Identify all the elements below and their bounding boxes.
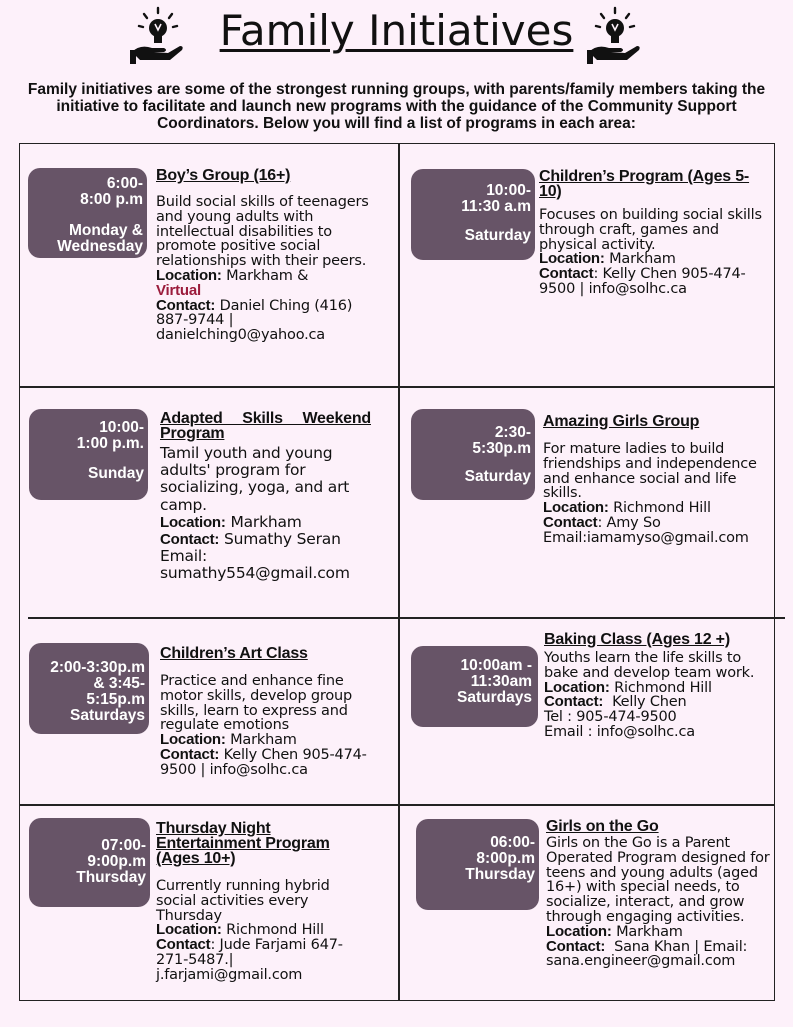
location-label: Location: [160,513,226,531]
program-title: Children’s Program (Ages 5-10) [539,168,750,200]
program-location-virtual: Virtual [156,281,202,299]
location-label: Location: [156,921,222,939]
program-title: Baking Class (Ages 12 +) [544,631,730,648]
program-description: Tamil youth and young adults' program for socializing, yoga, and art camp. [160,444,350,514]
program-title: Girls on the Go [546,818,659,835]
schedule-badge [29,643,149,734]
contact-label: Contact: [544,693,604,711]
program-content [160,646,372,778]
contact-label: Contact: [160,745,220,763]
program-contact: Sana Khan | Email: sana.engineer@gmail.com [546,938,748,970]
program-content [156,168,388,343]
program-contact: Sumathy Seran [223,530,341,549]
program-title: Amazing Girls Group [543,413,700,430]
schedule-badge [411,169,535,260]
program-email: sumathy554@gmail.com [160,564,350,583]
location-label: Location: [156,266,222,284]
program-location: Markham [616,923,683,940]
program-location: Markham & [226,267,309,284]
program-description: Build social skills of teenagers and young adults with intellectual disabilities to promote positive social relationships with their peers. [156,194,369,270]
program-location: Richmond Hill [614,679,712,696]
program-location: Markham [230,732,297,749]
program-title: Children’s Art Class [160,645,308,662]
program-email: Email:iamamyso@gmail.com [543,529,749,546]
contact-label: Contact [156,936,211,954]
program-content [543,414,775,546]
program-content [156,821,368,983]
program-description: Currently running hybrid social activities every Thursday [156,878,330,924]
contact-label: Contact [543,513,598,531]
program-contact: Kelly Chen 905-474-9500 | info@solhc.ca [160,746,367,778]
program-time: 06:00- 8:00p.m [476,834,535,867]
program-time: 10:00- 11:30 a.m [461,182,531,215]
location-label: Location: [544,678,610,696]
intro-text: Family initiatives are some of the strongest running groups, with parents/family members taking the initiative to facilitate and launch new programs with the guidance of the Community Support Coordinators. Below you will find a list of programs in each area: [27,81,766,132]
program-time: 2:00-3:30p.m & 3:45- 5:15p.m [50,659,145,708]
program-day: Thursday [465,866,535,883]
schedule-badge [28,168,147,258]
schedule-badge [29,409,148,500]
table-divider [398,143,400,1001]
program-day: Saturdays [70,707,145,724]
program-day: Thursday [76,869,146,886]
program-content [544,632,776,740]
program-location: Richmond Hill [226,922,324,939]
program-contact: : Amy So [597,514,661,531]
program-tel: Tel : 905-474-9500 [544,709,677,726]
program-description: For mature ladies to build friendships and independence and enhance social and life skills. [543,441,757,502]
program-contact: : Jude Farjami 647-271-5487.| j.farjami@gmail.com [156,937,343,983]
program-contact: Daniel Ching (416) 887-9744 | danielching0@yahoo.ca [156,297,353,344]
location-label: Location: [543,499,609,517]
program-location: Markham [230,512,302,531]
schedule-badge [29,818,150,907]
program-location: Richmond Hill [613,500,711,517]
program-content [160,411,371,583]
contact-label: Contact: [546,937,606,955]
program-time: 2:30- 5:30p.m [472,424,531,457]
schedule-badge [411,409,535,500]
program-day: Monday & Wednesday [57,222,143,255]
program-contact: : Kelly Chen 905-474-9500 | info@solhc.ca [539,266,746,297]
page-title: Family Initiatives [219,6,574,55]
program-location: Markham [609,251,676,268]
schedule-badge [416,819,539,910]
program-description: Youths learn the life skills to bake and develop team work. [544,650,755,681]
contact-label: Contact: [160,531,220,549]
program-day: Saturdays [457,689,532,706]
program-time: 10:00- 1:00 p.m. [76,419,144,452]
location-label: Location: [546,922,612,940]
table-divider [28,617,785,619]
schedule-badge [411,646,538,727]
header [0,0,793,72]
program-day: Saturday [464,468,531,485]
program-title: Adapted Skills Weekend Program [160,410,371,442]
contact-label: Contact: [156,296,216,314]
program-content [539,169,771,297]
location-label: Location: [539,250,605,268]
program-time: 6:00- 8:00 p.m [80,175,143,208]
program-title: Boy’s Group (16+) [156,167,291,184]
program-day: Sunday [88,465,144,482]
table-divider [19,804,775,806]
lightbulb-hand-icon [585,6,645,66]
program-day: Saturday [464,227,531,244]
contact-label: Contact [539,265,594,283]
program-description: Practice and enhance fine motor skills, develop group skills, learn to express and regulate emotions [160,673,352,734]
location-label: Location: [160,731,226,749]
program-time: 07:00- 9:00p.m [87,837,146,870]
email-label: Email: [160,547,208,566]
program-email: Email : info@solhc.ca [544,723,695,740]
program-content [546,819,775,969]
program-contact: Kelly Chen [612,694,687,711]
program-title: Thursday Night Entertainment Program (Ages 10+) [156,820,330,867]
table-divider [19,386,775,388]
program-description: Girls on the Go is a Parent Operated Program designed for teens and young adults (aged 16+) with special needs, to socialize, interact, and grow through engaging activities. [546,835,770,925]
program-description: Focuses on building social skills through craft, games and physical activity. [539,207,762,253]
program-time: 10:00am - 11:30am [460,657,532,690]
